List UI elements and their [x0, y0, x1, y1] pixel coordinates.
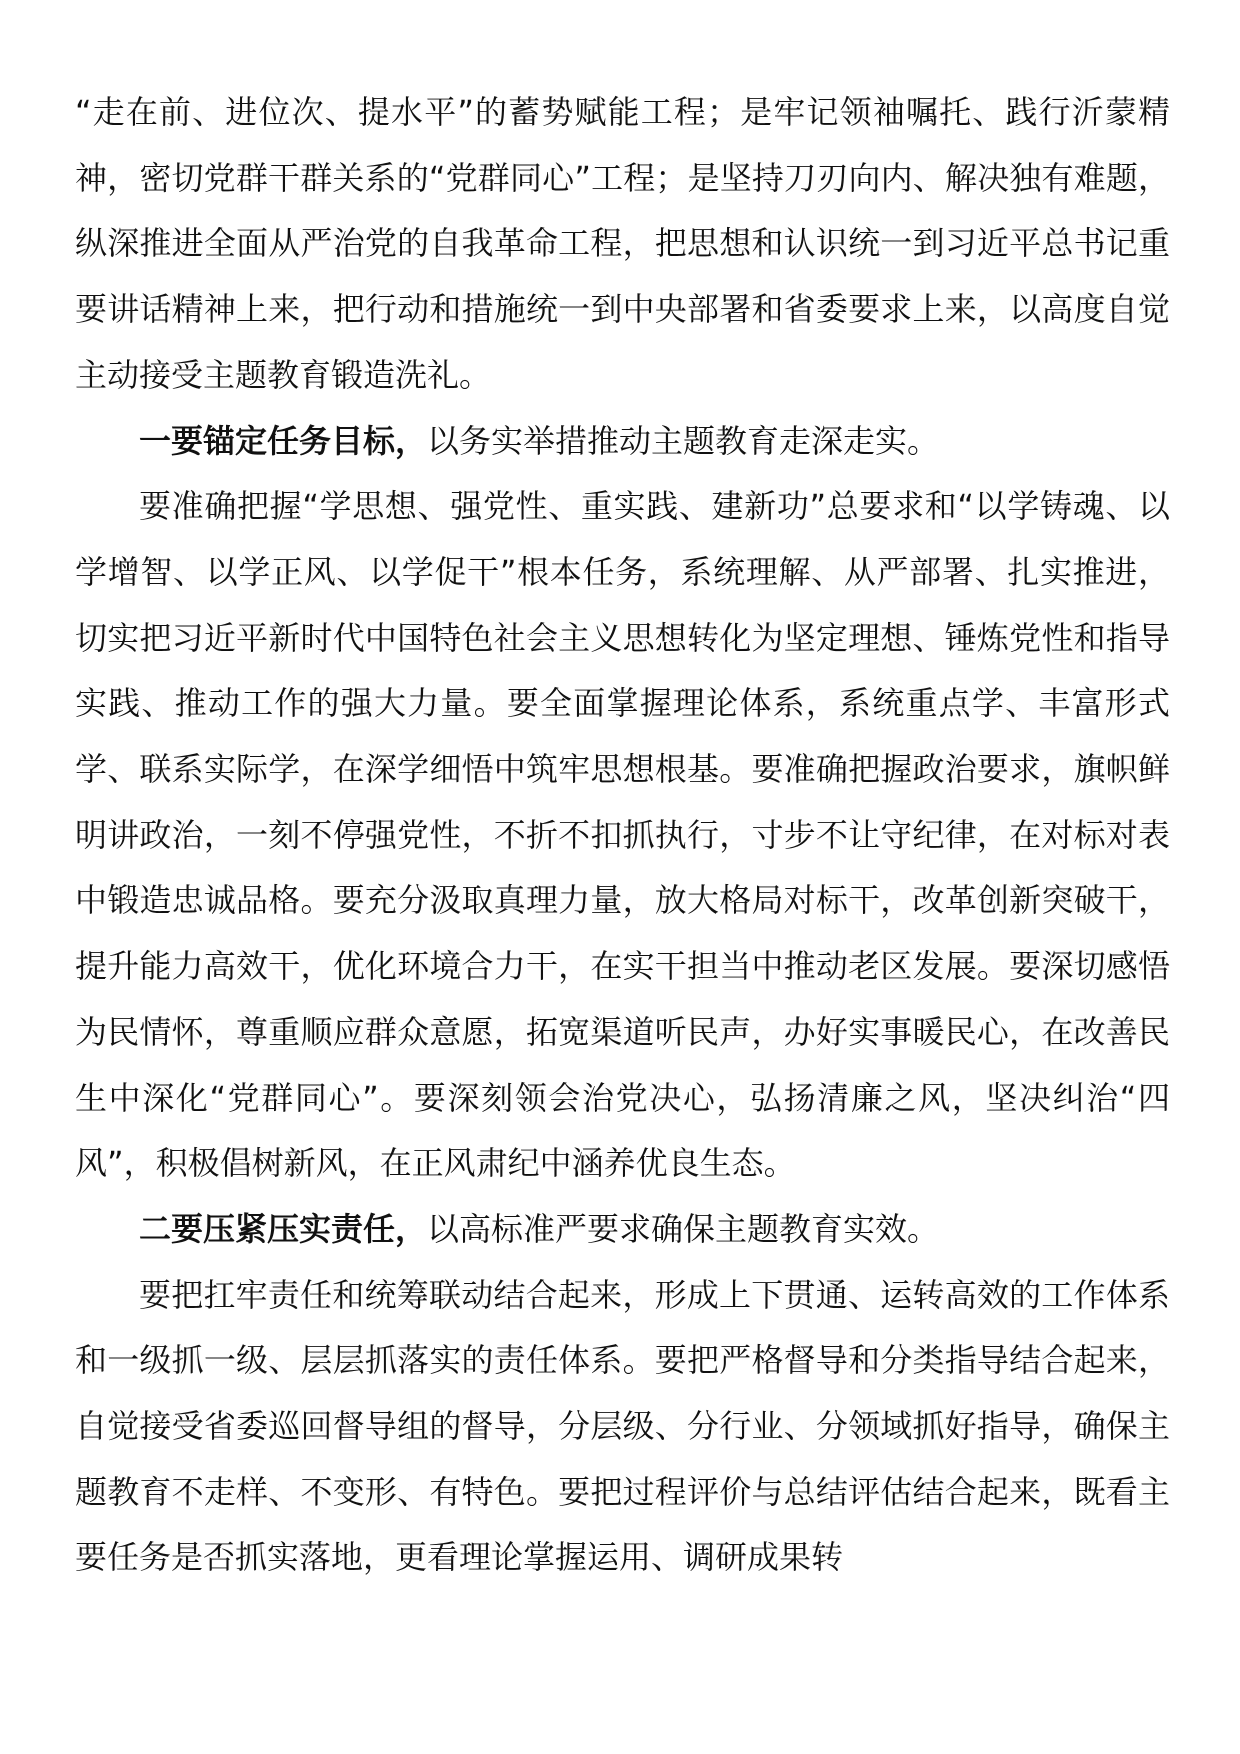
section-heading-1-rest: 以务实举措推动主题教育走深走实。 [427, 421, 940, 460]
paragraph-continuation: “走在前、进位次、提水平”的蓄势赋能工程；是牢记领袖嘱托、践行沂蒙精神，密切党群干群关系的“党群同心”工程；是坚持刀刃向内、解决独有难题，纵深推进全面从严治党的自我革命工程，把思想和认识统一到习近平总书记重要讲话精神上来，把行动和措施统一到中央部署和省委要求上来，以高度自觉主动接受主题教育锻造洗礼。 [75, 93, 1170, 394]
section-heading-1 [75, 409, 1170, 475]
section-heading-2-lead: 二要压紧压实责任， [139, 1209, 428, 1248]
paragraph-body-1: 要准确把握“学思想、强党性、重实践、建新功”总要求和“以学铸魂、以学增智、以学正风、以学促干”根本任务，系统理解、从严部署、扎实推进，切实把习近平新时代中国特色社会主义思想转化为坚定理想、锤炼党性和指导实践、推动工作的强大力量。要全面掌握理论体系，系统重点学、丰富形式学、联系实际学，在深学细悟中筑牢思想根基。要准确把握政治要求，旗帜鲜明讲政治，一刻不停强党性，不折不扣抓执行，寸步不让守纪律，在对标对表中锻造忠诚品格。要充分汲取真理力量，放大格局对标干，改革创新突破干，提升能力高效干，优化环境合力干，在实干担当中推动老区发展。要深切感悟为民情怀，尊重顺应群众意愿，拓宽渠道听民声，办好实事暖民心，在改善民生中深化“党群同心”。要深刻领会治党决心，弘扬清廉之风，坚决纠治“四风”，积极倡树新风，在正风肃纪中涵养优良生态。 [75, 487, 1170, 1183]
paragraph-body-2: 要把扛牢责任和统筹联动结合起来，形成上下贯通、运转高效的工作体系和一级抓一级、层层抓落实的责任体系。要把严格督导和分类指导结合起来，自觉接受省委巡回督导组的督导，分层级、分行业、分领域抓好指导，确保主题教育不走样、不变形、有特色。要把过程评价与总结评估结合起来，既看主要任务是否抓实落地，更看理论掌握运用、调研成果转 [75, 1275, 1170, 1577]
section-heading-2-rest: 以高标准严要求确保主题教育实效。 [427, 1209, 940, 1248]
section-heading-2 [75, 1197, 1170, 1263]
section-heading-1-lead: 一要锚定任务目标， [139, 421, 428, 460]
document-page [75, 80, 1170, 1591]
